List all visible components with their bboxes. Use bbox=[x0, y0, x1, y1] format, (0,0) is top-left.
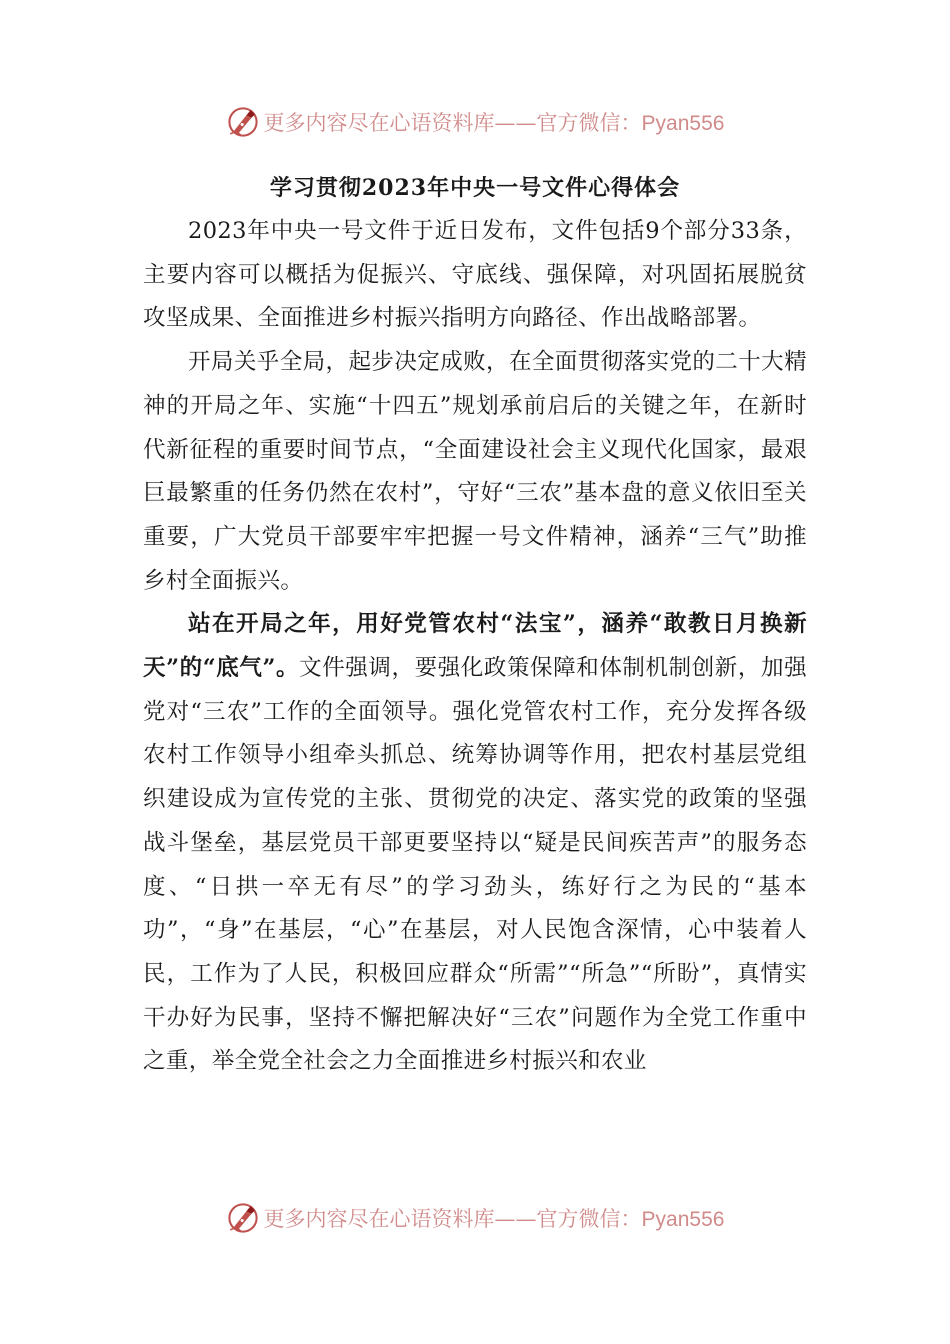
paragraph-text: 文件强调，要强化政策保障和体制机制创新，加强党对“三农”工作的全面领导。强化党管农村工作，充分发挥各级农村工作领导小组牵头抓总、统筹协调等作用，把农村基层党组织建设成为宣传党的主张、贯彻党的决定、落实党的政策的坚强战斗堡垒，基层党员干部更要坚持以“疑是民间疾苦声”的服务态度、“日拱一卒无有尽”的学习劲头，练好行之为民的“基本功”，“身”在基层，“心”在基层，对人民饱含深情，心中装着人民，工作为了人民，积极回应群众“所需”“所急”“所盼”，真情实干办好为民事，坚持不懈把解决好“三农”问题作为全党工作重中之重，举全党全社会之力全面推进乡村振兴和农业 bbox=[143, 655, 807, 1075]
watermark-header bbox=[0, 102, 950, 142]
paragraph-3 bbox=[143, 603, 807, 1084]
paragraph-1 bbox=[143, 210, 807, 341]
paragraph-lead: 站在开局之年，用好党管农村“法宝”，涵养“敢教日月换新天”的“底气”。 bbox=[143, 611, 807, 682]
document-title: 学习贯彻2023年中央一号文件心得体会 bbox=[269, 175, 681, 201]
paragraph-text: 2023年中央一号文件于近日发布，文件包括9个部分33条，主要内容可以概括为促振兴、守底线、强保障，对巩固拓展脱贫攻坚成果、全面推进乡村振兴指明方向路径、作出战略部署。 bbox=[143, 218, 807, 332]
pen-nib-logo-icon bbox=[226, 1201, 260, 1235]
document-body bbox=[143, 166, 807, 1084]
watermark-footer bbox=[0, 1198, 950, 1238]
watermark-text: 更多内容尽在心语资料库——官方微信：Pyan556 bbox=[263, 1207, 725, 1231]
pen-nib-logo-icon bbox=[226, 105, 260, 139]
paragraph-text: 开局关乎全局，起步决定成败，在全面贯彻落实党的二十大精神的开局之年、实施“十四五”规划承前启后的关键之年，在新时代新征程的重要时间节点，“全面建设社会主义现代化国家，最艰巨最繁重的任务仍然在农村”，守好“三农”基本盘的意义依旧至关重要，广大党员干部要牢牢把握一号文件精神，涵养“三气”助推乡村全面振兴。 bbox=[143, 349, 807, 594]
paragraph-2 bbox=[143, 341, 807, 603]
watermark-text: 更多内容尽在心语资料库——官方微信：Pyan556 bbox=[263, 111, 725, 135]
